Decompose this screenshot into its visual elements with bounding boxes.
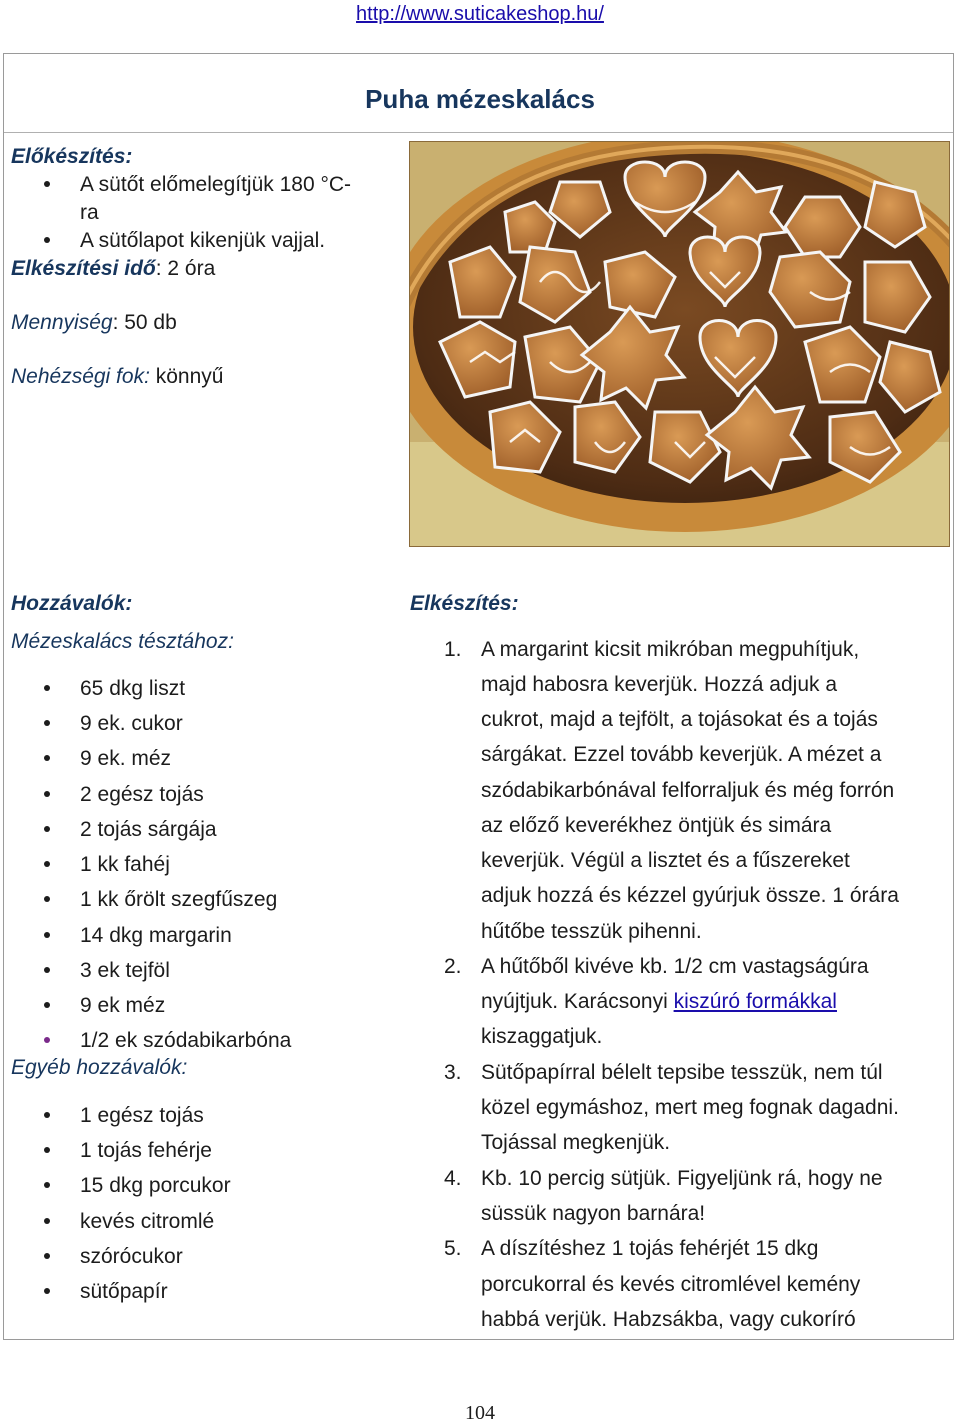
ingredient-item: 1 kk őrölt szegfűszeg	[80, 887, 277, 913]
step-line: adjuk hozzá és kézzel gyúrjuk össze. 1 órára	[481, 884, 899, 907]
prep-heading: Előkészítés:	[11, 145, 133, 168]
cutter-shapes-link[interactable]: kiszúró formákkal	[673, 990, 837, 1013]
method-heading: Elkészítés:	[410, 592, 519, 615]
ingredient-item: sütőpapír	[80, 1279, 168, 1305]
dough-subheading: Mézeskalács tésztához:	[11, 630, 234, 653]
prep-item: A sütőt előmelegítjük 180 °C-	[80, 172, 351, 198]
step-number: 2.	[444, 955, 462, 978]
step-number: 4.	[444, 1167, 462, 1190]
step-line: A díszítéshez 1 tojás fehérjét 15 dkg	[481, 1237, 819, 1260]
ingredients-heading: Hozzávalók:	[11, 592, 133, 615]
step-number: 5.	[444, 1237, 462, 1260]
ingredient-item: szórócukor	[80, 1244, 183, 1270]
step-line: keverjük. Végül a lisztet és a fűszereket	[481, 849, 850, 872]
step-line: majd habosra keverjük. Hozzá adjuk a	[481, 673, 838, 696]
step-line: habbá verjük. Habzsákba, vagy cukoríró	[481, 1308, 856, 1331]
step-line: porcukorral és kevés citromlével kemény	[481, 1273, 861, 1296]
step-line: süssük nagyon barnára!	[481, 1202, 706, 1225]
step-line: Sütőpapírral bélelt tepsibe tesszük, nem túl	[481, 1061, 883, 1084]
other-ingredients-subheading: Egyéb hozzávalók:	[11, 1056, 188, 1079]
site-url-link[interactable]: http://www.suticakeshop.hu/	[356, 3, 604, 25]
ingredient-item: 2 egész tojás	[80, 782, 204, 808]
prep-item-continued: ra	[80, 201, 99, 224]
step-line: az előző keverékhez öntjük és simára	[481, 814, 832, 837]
difficulty-label: Nehézségi fok:	[11, 365, 150, 388]
ingredient-item: 3 ek tejföl	[80, 958, 170, 984]
ingredient-item: 1 egész tojás	[80, 1103, 204, 1129]
step-line: közel egymáshoz, mert meg fognak dagadni.	[481, 1096, 899, 1119]
gingerbread-basket-image	[410, 142, 950, 547]
title-divider	[4, 132, 953, 133]
ingredient-item: 65 dkg liszt	[80, 676, 185, 702]
step-line: Tojással megkenjük.	[481, 1131, 671, 1154]
step-number: 3.	[444, 1061, 462, 1084]
difficulty-value: könnyű	[149, 365, 224, 388]
step-line: szódabikarbónával felforraljuk és még forrón	[481, 779, 895, 802]
ingredient-item: 1 kk fahéj	[80, 852, 170, 878]
step-line: kiszaggatjuk.	[481, 1025, 603, 1048]
quantity-label: Mennyiség	[11, 311, 113, 334]
step-number: 1.	[444, 638, 462, 661]
time-row	[11, 256, 215, 282]
ingredient-item: kevés citromlé	[80, 1209, 214, 1235]
quantity-value: : 50 db	[112, 311, 177, 334]
ingredient-item: 2 tojás sárgája	[80, 817, 217, 843]
time-label: Elkészítési idő	[11, 257, 156, 280]
ingredient-item: 9 ek. méz	[80, 746, 171, 772]
prep-item: A sütőlapot kikenjük vajjal.	[80, 228, 325, 254]
ingredient-item: 9 ek. cukor	[80, 711, 183, 737]
step-line: A margarint kicsit mikróban megpuhítjuk,	[481, 638, 860, 661]
page-number: 104	[465, 1402, 495, 1424]
step-line: hűtőbe tesszük pihenni.	[481, 920, 702, 943]
ingredient-item: 15 dkg porcukor	[80, 1173, 231, 1199]
ingredient-item: 1/2 ek szódabikarbóna	[80, 1028, 291, 1054]
ingredient-item: 14 dkg margarin	[80, 923, 232, 949]
step-line: cukrot, majd a tejfölt, a tojásokat és a tojás	[481, 708, 878, 731]
time-value: : 2 óra	[155, 257, 216, 280]
step-line: sárgákat. Ezzel tovább keverjük. A mézet a	[481, 743, 882, 766]
difficulty-row	[11, 364, 223, 390]
ingredient-item: 9 ek méz	[80, 993, 165, 1019]
step-line: A hűtőből kivéve kb. 1/2 cm vastagságúra	[481, 955, 869, 978]
gingerbread-photo	[409, 141, 950, 547]
step-line: Kb. 10 percig sütjük. Figyeljünk rá, hogy ne	[481, 1167, 883, 1190]
ingredient-item: 1 tojás fehérje	[80, 1138, 212, 1164]
recipe-title: Puha mézeskalács	[365, 84, 595, 114]
step-line: nyújtjuk. Karácsonyi kiszúró formákkal	[481, 990, 837, 1013]
quantity-row	[11, 310, 177, 336]
